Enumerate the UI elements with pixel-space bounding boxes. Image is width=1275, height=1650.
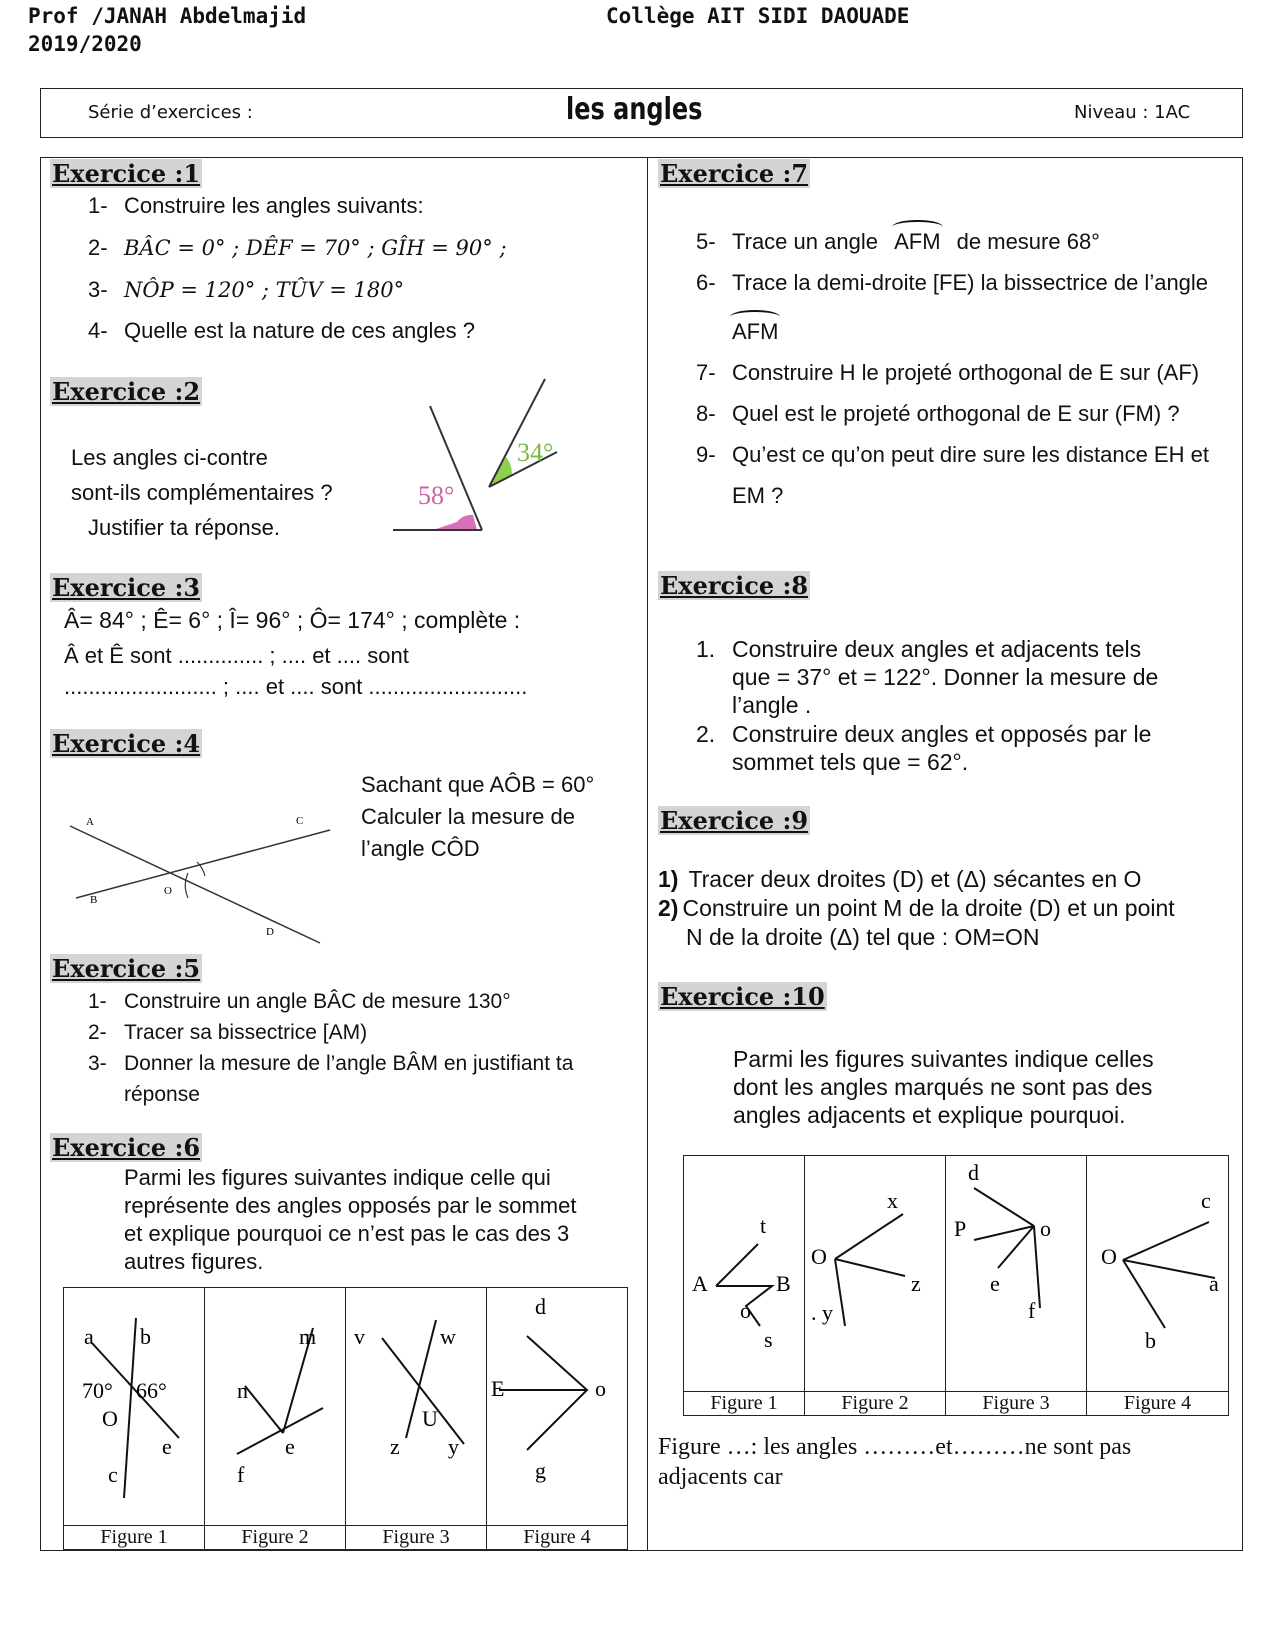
exercise-10-answer: Figure …: les angles ………et………ne sont pas: [658, 1434, 1132, 1460]
exercise-7-item: AFM: [732, 319, 779, 344]
label-v: v: [354, 1324, 365, 1349]
label-o: o: [1040, 1216, 1051, 1241]
ex10-caption-4: Figure 4: [1087, 1392, 1229, 1416]
label-d: D: [266, 926, 274, 938]
label-70: 70°: [82, 1378, 113, 1403]
exercise-8-item-cont: que = 37° et = 122°. Donner la mesure de: [732, 664, 1159, 690]
exercise-4-figure: [60, 808, 340, 946]
ex10-figure-1: [684, 1156, 804, 1386]
exercise-2-title: Exercice :2: [52, 377, 201, 406]
exercise-3-line: Â et Ê sont .............. ; .... et .... sont: [64, 643, 409, 668]
label-66: 66°: [136, 1378, 167, 1403]
exercise-6-title: Exercice :6: [52, 1133, 201, 1162]
label-n: n: [237, 1378, 248, 1403]
exercise-6-figure-table: [63, 1287, 628, 1550]
label-o: o: [740, 1298, 751, 1323]
exercise-10-answer-cont: adjacents car: [658, 1464, 783, 1490]
exercise-10-line: Parmi les figures suivantes indique celles: [733, 1046, 1154, 1072]
exercise-2-line: Justifier ta réponse.: [88, 515, 280, 540]
exercise-2-line: sont-ils complémentaires ?: [71, 480, 333, 505]
label-u: U: [422, 1406, 438, 1431]
exercise-4-line: l’angle CÔD: [361, 836, 480, 861]
exercise-6-line: représente des angles opposés par le sommet: [124, 1193, 577, 1218]
exercise-9-item: 1) Tracer deux droites (D) et (Δ) sécantes en O: [658, 866, 1142, 892]
figure-4-lines: [499, 1336, 587, 1450]
angle-58-label: 58°: [418, 481, 455, 510]
label-a: A: [86, 816, 94, 828]
label-e: e: [285, 1434, 295, 1459]
exercise-5-title: Exercice :5: [52, 954, 201, 983]
ex10-figure-4: [1087, 1156, 1228, 1386]
exercise-7-item: 7- Construire H le projeté orthogonal de E sur (AF): [696, 360, 1200, 385]
label-y: y: [448, 1434, 459, 1459]
exercise-3-line: ......................... ; .... et .... sont ..........................: [64, 674, 528, 699]
label-f: f: [237, 1462, 245, 1487]
exercise-6-line: autres figures.: [124, 1249, 264, 1274]
exercise-4-line: Calculer la mesure de: [361, 804, 575, 829]
ex6-figure-4: [487, 1288, 627, 1520]
exercise-9-item-cont: N de la droite (Δ) tel que : OM=ON: [686, 924, 1040, 950]
label-c: C: [296, 815, 304, 827]
label-m: m: [299, 1324, 317, 1349]
label-g: g: [535, 1458, 546, 1483]
label-f: f: [1028, 1298, 1036, 1323]
exercise-7-item: EM ?: [732, 483, 784, 508]
ex6-figure-1-cell: [64, 1288, 205, 1526]
ex10-caption-2: Figure 2: [805, 1392, 946, 1416]
exercise-3-line: Â= 84° ; Ê= 6° ; Î= 96° ; Ô= 174° ; complète :: [64, 607, 521, 633]
label-c: c: [108, 1462, 118, 1487]
exercise-8-item-cont: l’angle .: [732, 692, 812, 718]
exercise-3-title: Exercice :3: [52, 573, 201, 602]
exercise-1-title: Exercice :1: [52, 159, 201, 188]
ex10-figure-4-cell: [1087, 1156, 1229, 1392]
label-d: d: [968, 1160, 979, 1185]
exercise-8-item: 1. Construire deux angles et adjacents tels: [696, 636, 1142, 662]
ex6-figure-3-cell: [346, 1288, 487, 1526]
ex10-caption-1: Figure 1: [684, 1392, 805, 1416]
label-o: O: [811, 1244, 827, 1269]
ex6-figure-1: [64, 1288, 204, 1520]
ex10-figure-3-cell: [946, 1156, 1087, 1392]
exercise-8-title: Exercice :8: [660, 571, 809, 600]
figure-2-lines: [835, 1214, 905, 1326]
label-b: B: [776, 1271, 791, 1296]
exercise-7-item: 9- Qu’est ce qu’on peut dire sure les distance EH et: [696, 442, 1209, 467]
exercise-7-item: 8- Quel est le projeté orthogonal de E sur (FM) ?: [696, 401, 1180, 426]
exercise-7-item: 5- Trace un angle AFM de mesure 68°: [696, 229, 1100, 254]
ex6-figure-2-cell: [205, 1288, 346, 1526]
label-p: P: [954, 1216, 967, 1241]
level-label: Niveau : 1AC: [1074, 102, 1191, 123]
label-z: z: [911, 1271, 921, 1296]
author-name: Prof /JANAH Abdelmajid: [28, 4, 307, 28]
label-c: c: [1201, 1188, 1211, 1213]
label-b: B: [90, 894, 98, 906]
exercise-10-figure-table: [683, 1155, 1229, 1416]
exercise-8-item: 2. Construire deux angles et opposés par le: [696, 721, 1152, 747]
exercise-10-line: dont les angles marqués ne sont pas des: [733, 1074, 1153, 1100]
label-a: A: [692, 1271, 708, 1296]
school-name: Collège AIT SIDI DAOUADE: [606, 4, 910, 28]
exercise-4-title: Exercice :4: [52, 729, 201, 758]
ex6-caption-2: Figure 2: [205, 1526, 346, 1550]
exercise-10-line: angles adjacents et explique pourquoi.: [733, 1102, 1126, 1128]
exercise-1-item: 1- Construire les angles suivants:: [88, 193, 424, 218]
exercise-2-figure: [385, 372, 595, 537]
ex10-figure-2: [805, 1156, 945, 1386]
line-ad: [70, 826, 320, 943]
exercise-10-title: Exercice :10: [660, 982, 825, 1011]
exercise-1-item: 2- BÂC = 0° ; DÊF = 70° ; GÎH = 90° ;: [88, 235, 507, 260]
label-y: . y: [811, 1300, 833, 1325]
exercise-2-line: Les angles ci-contre: [71, 445, 268, 470]
figure-4-lines: [1123, 1222, 1215, 1328]
exercise-9-item: 2) Construire un point M de la droite (D) et un point: [658, 895, 1175, 921]
ex6-figure-4-cell: [487, 1288, 628, 1526]
page-title: les angles: [566, 92, 703, 127]
exercise-1-item: 3- NÔP = 120° ; TÛV = 180°: [88, 277, 405, 302]
ex6-caption-1: Figure 1: [64, 1526, 205, 1550]
figure-3-lines: [974, 1188, 1040, 1308]
label-e: E: [491, 1376, 505, 1401]
exercise-1-item: 4- Quelle est la nature de ces angles ?: [88, 318, 476, 343]
exercise-5-item: 2- Tracer sa bissectrice [AM): [88, 1021, 368, 1044]
exercise-9-title: Exercice :9: [660, 806, 809, 835]
label-o: O: [164, 885, 172, 897]
ex6-caption-3: Figure 3: [346, 1526, 487, 1550]
label-e: e: [162, 1434, 172, 1459]
ex6-figure-2: [205, 1288, 345, 1520]
label-z: z: [390, 1434, 400, 1459]
ex6-figure-3: [346, 1288, 486, 1520]
ex6-caption-4: Figure 4: [487, 1526, 628, 1550]
label-d: d: [535, 1294, 546, 1319]
label-o: o: [595, 1376, 606, 1401]
column-divider: [647, 157, 648, 1551]
ex10-figure-2-cell: [805, 1156, 946, 1392]
exercise-6-line: Parmi les figures suivantes indique celle qui: [124, 1165, 551, 1190]
label-o: O: [102, 1406, 118, 1431]
label-t: t: [760, 1213, 767, 1238]
label-x: x: [887, 1188, 898, 1213]
angle-58-fill: [433, 515, 477, 530]
school-year: 2019/2020: [28, 32, 142, 56]
serie-label: Série d’exercices :: [88, 102, 253, 123]
label-b: b: [1145, 1328, 1156, 1353]
angle-58-rays: [393, 406, 482, 530]
label-a: a: [1209, 1271, 1219, 1296]
label-e: e: [990, 1271, 1000, 1296]
exercise-7-item: 6- Trace la demi-droite [FE) la bissectrice de l’angle: [696, 270, 1209, 295]
exercise-8-item-cont: sommet tels que = 62°.: [732, 749, 969, 775]
label-a: a: [84, 1324, 94, 1349]
label-b: b: [140, 1324, 151, 1349]
label-o: O: [1101, 1244, 1117, 1269]
angle-34-label: 34°: [517, 438, 554, 467]
ex10-figure-3: [946, 1156, 1086, 1386]
exercise-7-title: Exercice :7: [660, 159, 809, 188]
label-w: w: [440, 1324, 456, 1349]
label-s: s: [764, 1327, 773, 1352]
exercise-5-item: 3- Donner la mesure de l’angle BÂM en justifiant ta: [88, 1052, 574, 1075]
exercise-6-line: et explique pourquoi ce n’est pas le cas des 3: [124, 1221, 570, 1246]
exercise-5-item: réponse: [124, 1083, 200, 1106]
ex10-caption-3: Figure 3: [946, 1392, 1087, 1416]
ex10-figure-1-cell: [684, 1156, 805, 1392]
exercise-5-item: 1- Construire un angle BÂC de mesure 130°: [88, 990, 511, 1013]
exercise-4-line: Sachant que AÔB = 60°: [361, 772, 595, 797]
